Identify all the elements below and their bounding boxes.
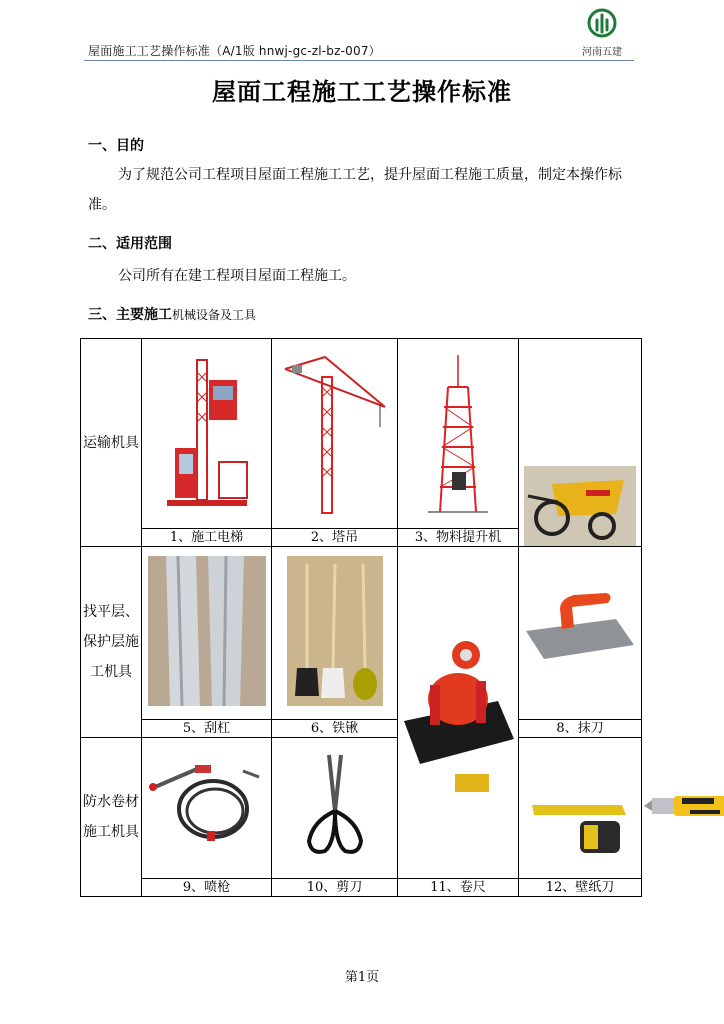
tool-image-cell xyxy=(519,339,642,547)
tool-caption: 1、施工电梯 xyxy=(142,529,272,547)
tool-caption: 10、剪刀 xyxy=(272,879,398,897)
tool-image-cell xyxy=(398,547,519,879)
tool-caption: 11、卷尺 xyxy=(398,879,519,897)
category-waterproofing xyxy=(81,738,142,897)
tools-table xyxy=(80,338,642,897)
shovel-icon xyxy=(287,556,383,706)
torch-gun-icon xyxy=(147,761,267,851)
tool-image-cell xyxy=(142,738,272,879)
construction-elevator-icon xyxy=(157,352,257,512)
screed-bar-icon xyxy=(148,556,266,706)
category-transport xyxy=(81,339,142,547)
tool-caption: 3、物料提升机 xyxy=(398,529,519,547)
section-3-heading-bold: 三、主要施工 xyxy=(88,307,172,323)
page-title: 屋面工程施工工艺操作标准 xyxy=(212,78,512,106)
tool-image-cell xyxy=(272,547,398,720)
tool-caption: 8、抹刀 xyxy=(519,720,642,738)
scissors-icon xyxy=(295,751,375,861)
tool-image-cell xyxy=(398,339,519,529)
tool-caption: 5、刮杠 xyxy=(142,720,272,738)
tool-image-cell xyxy=(272,339,398,529)
header-divider xyxy=(84,60,634,61)
trowel-icon xyxy=(524,591,636,671)
tape-measure-icon xyxy=(522,801,638,861)
wheelbarrow-icon xyxy=(524,466,636,546)
section-1-body: 为了规范公司工程项目屋面工程施工工艺，提升屋面工程施工质量，制定本操作标准。 xyxy=(88,167,622,213)
logo-text: 河南五建 xyxy=(582,47,622,58)
tool-image-cell xyxy=(519,738,642,879)
material-hoist-icon xyxy=(408,347,508,517)
section-3-heading xyxy=(88,304,256,324)
tool-caption: 2、塔吊 xyxy=(272,529,398,547)
company-logo-icon xyxy=(587,8,617,38)
company-logo xyxy=(578,8,626,58)
tool-caption: 9、喷枪 xyxy=(142,879,272,897)
category-label: 找平层、保护层施工机具 xyxy=(83,604,139,680)
page-number: 第1页 xyxy=(344,970,380,985)
category-leveling xyxy=(81,547,142,738)
tool-caption: 12、壁纸刀 xyxy=(519,879,642,897)
category-label: 防水卷材施工机具 xyxy=(83,794,139,840)
tool-image-cell xyxy=(272,738,398,879)
section-1-heading: 一、目的 xyxy=(88,138,144,154)
plate-compactor-icon xyxy=(400,629,516,794)
section-3-heading-thin: 机械设备及工具 xyxy=(172,308,257,322)
section-2-heading: 二、适用范围 xyxy=(88,236,172,252)
section-2-body: 公司所有在建工程项目屋面工程施工。 xyxy=(118,268,356,284)
tower-crane-icon xyxy=(280,347,390,517)
header-doc-code: 屋面施工工艺操作标准（A/1版 hnwj-gc-zl-bz-007） xyxy=(88,44,381,58)
utility-knife-icon xyxy=(642,786,724,826)
category-label: 运输机具 xyxy=(83,434,139,451)
tool-image-cell xyxy=(519,547,642,720)
tool-caption: 6、铁锹 xyxy=(272,720,398,738)
tool-image-cell xyxy=(142,547,272,720)
tool-image-cell xyxy=(142,339,272,529)
